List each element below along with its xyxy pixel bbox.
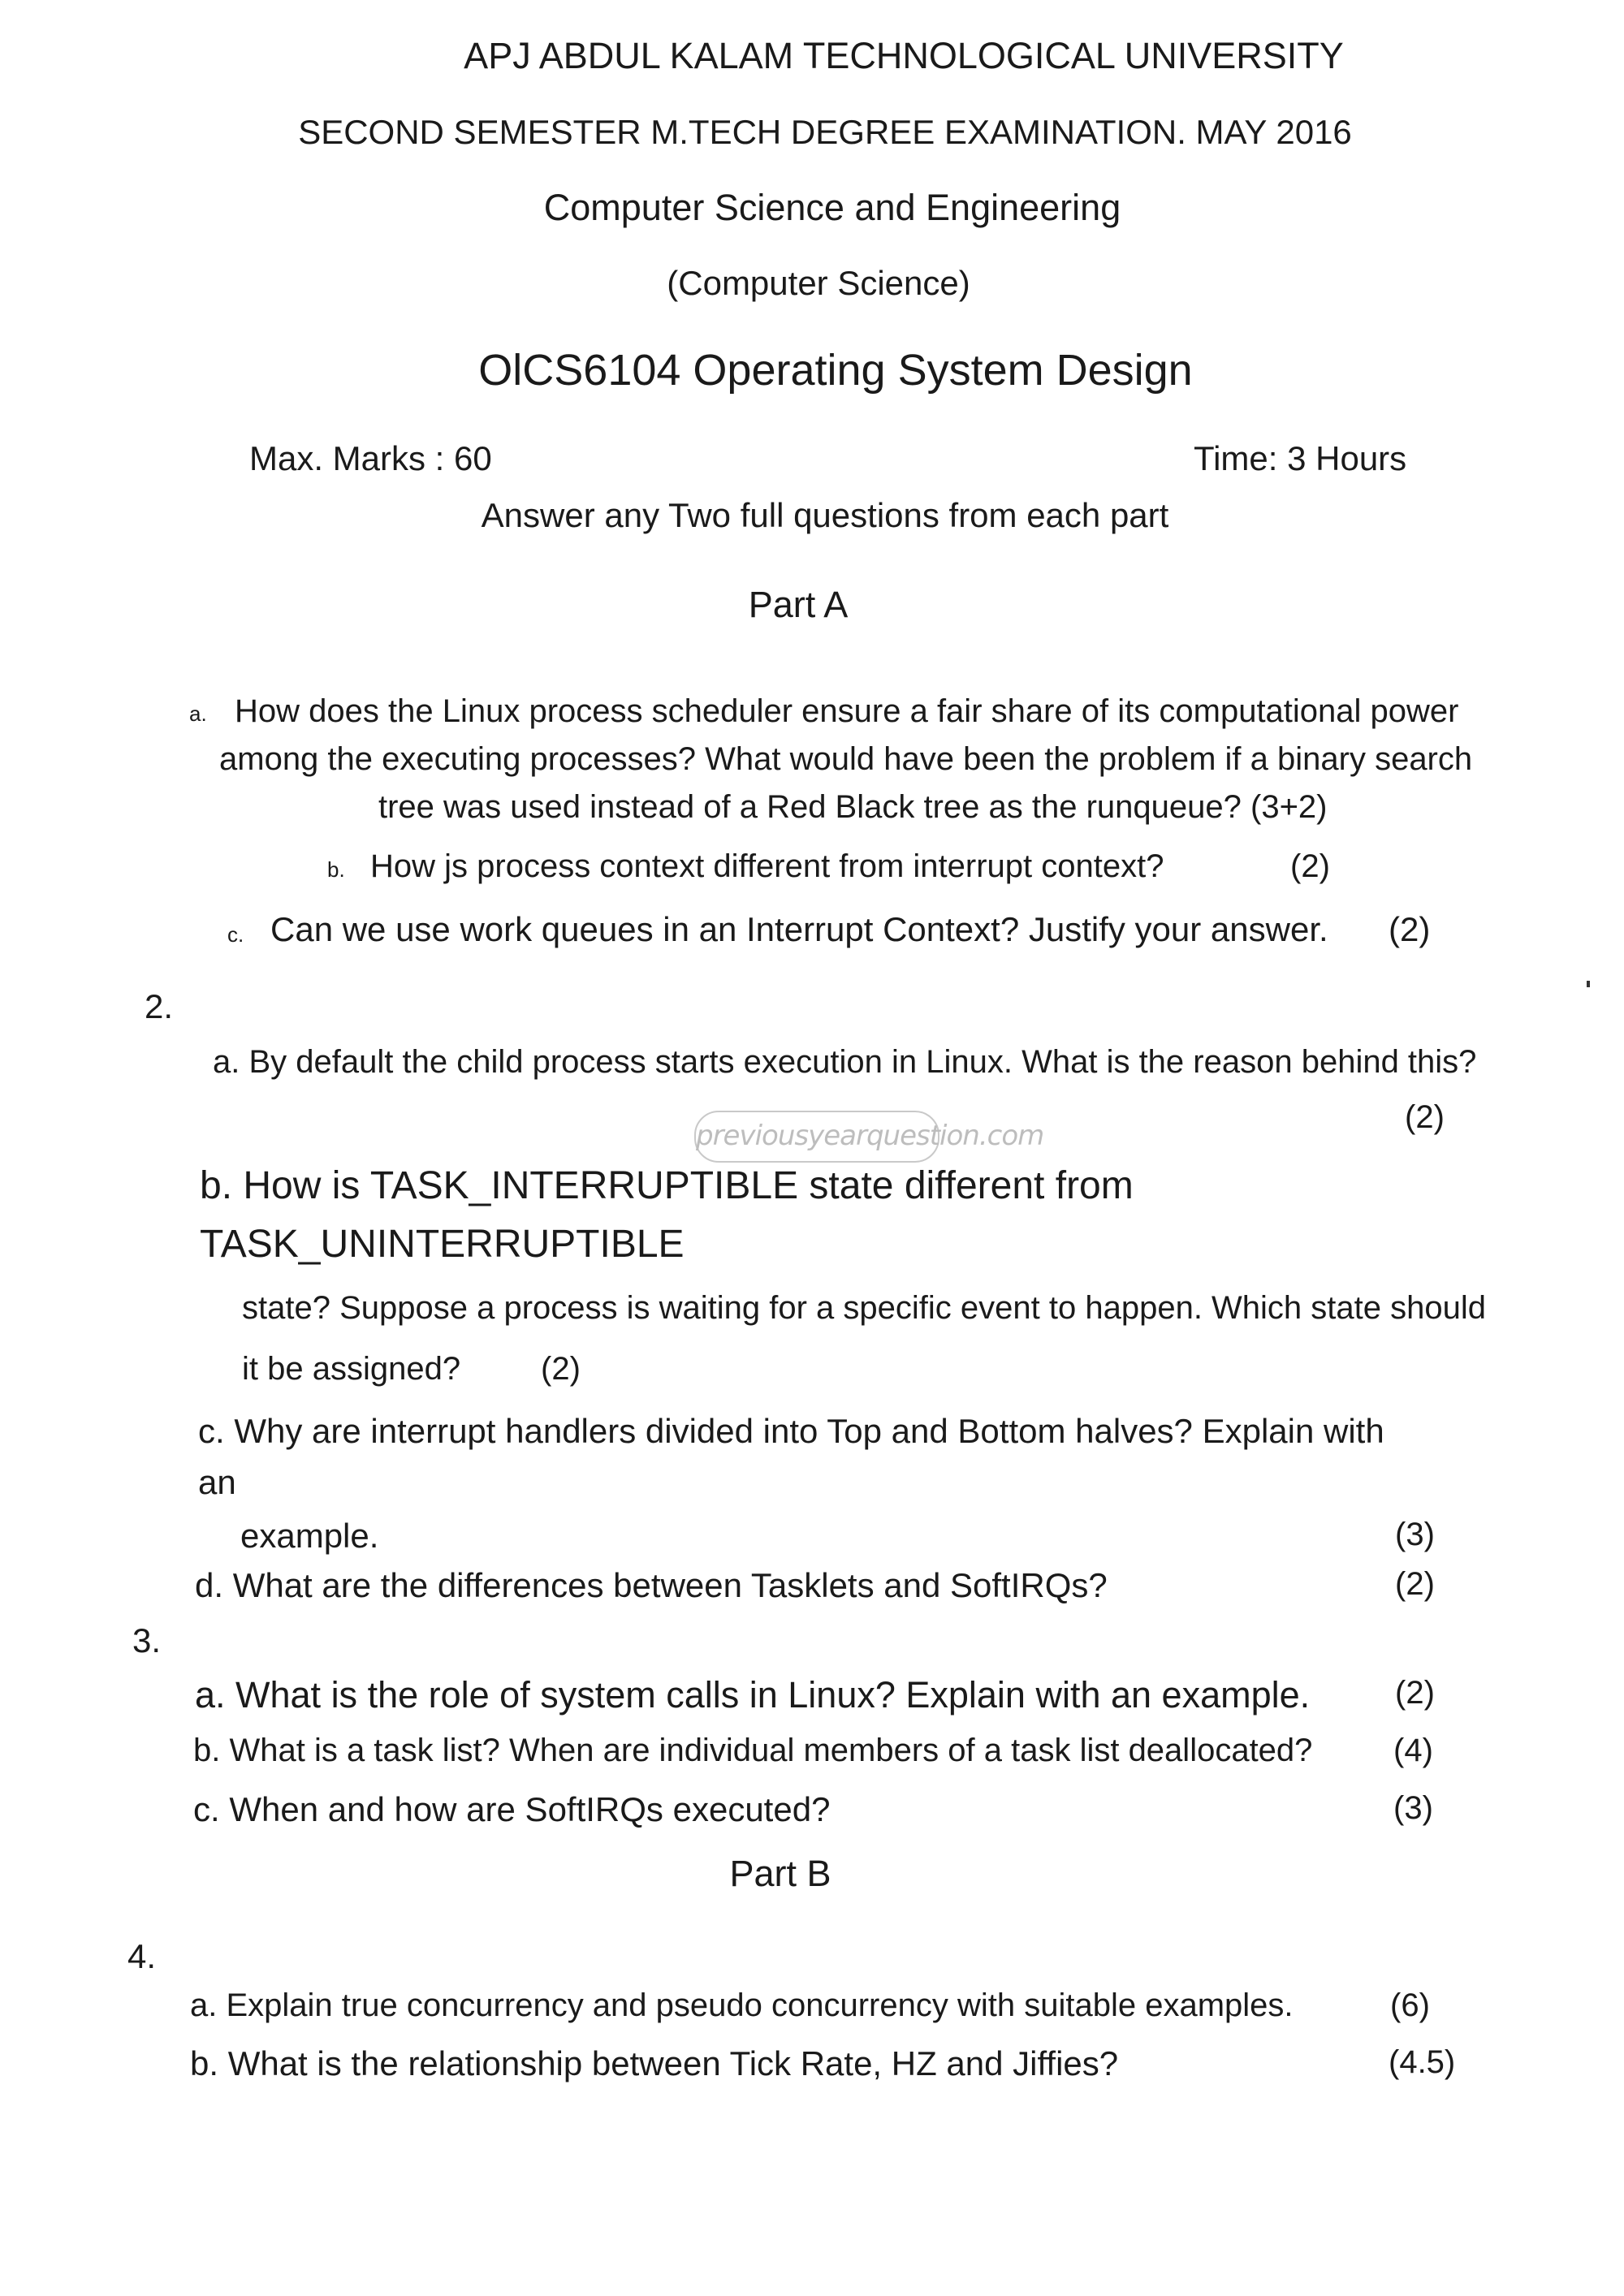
- q4b-marks: (4.5): [1389, 2044, 1456, 2080]
- q1b-text: How js process context different from interrupt context?: [370, 848, 1164, 884]
- watermark-logo: previousyearquestion.com: [694, 1111, 939, 1163]
- q2d-marks: (2): [1395, 1566, 1435, 1602]
- q1c-label: c.: [227, 922, 244, 947]
- q3-number: 3.: [132, 1621, 162, 1659]
- q4a-marks: (6): [1390, 1987, 1430, 2023]
- q1c-marks: (2): [1389, 910, 1431, 948]
- q3c-marks: (3): [1393, 1790, 1433, 1826]
- q4-number: 4.: [127, 1937, 157, 1975]
- exam-time: Time: 3 Hours: [1194, 439, 1407, 477]
- part-a-title: Part A: [748, 584, 849, 625]
- q4b-text: b. What is the relationship between Tick Rate, HZ and Jiffies?: [190, 2044, 1119, 2082]
- stream-title: (Computer Science): [667, 264, 970, 302]
- max-marks: Max. Marks : 60: [249, 439, 492, 477]
- q1a-line1: How does the Linux process scheduler ensure a fair share of its computational power: [235, 693, 1459, 729]
- q3b-text: b. What is a task list? When are individual members of a task list deallocated?: [193, 1733, 1313, 1768]
- q2c-line1: c. Why are interrupt handlers divided into Top and Bottom halves? Explain with: [198, 1412, 1384, 1450]
- q2b-line4: it be assigned?: [242, 1351, 461, 1387]
- stray-mark: [1587, 981, 1590, 987]
- course-title: OlCS6104 Operating System Design: [478, 346, 1193, 395]
- q2b-line2: TASK_UNINTERRUPTIBLE: [200, 1223, 685, 1266]
- q1a-label: a.: [189, 701, 207, 726]
- branch-title: Computer Science and Engineering: [543, 187, 1121, 228]
- q2a-text: a. By default the child process starts execution in Linux. What is the reason behind this?: [213, 1044, 1477, 1080]
- q1a-line2: among the executing processes? What would have been the problem if a binary search: [219, 741, 1473, 777]
- q1b-marks: (2): [1290, 848, 1330, 884]
- q2d-text: d. What are the differences between Tasklets and SoftIRQs?: [195, 1566, 1108, 1604]
- q1c-text: Can we use work queues in an Interrupt Context? Justify your answer.: [270, 910, 1328, 948]
- exam-title: SECOND SEMESTER M.TECH DEGREE EXAMINATION. MAY 2016: [298, 113, 1352, 151]
- q2b-line3: state? Suppose a process is waiting for a specific event to happen. Which state should: [242, 1290, 1486, 1326]
- q2c-line2: an: [198, 1463, 236, 1501]
- q2-number: 2.: [145, 987, 174, 1025]
- q2b-line1: b. How is TASK_INTERRUPTIBLE state different from: [200, 1164, 1134, 1207]
- q2a-marks: (2): [1405, 1099, 1445, 1135]
- q4a-text: a. Explain true concurrency and pseudo concurrency with suitable examples.: [190, 1987, 1294, 2023]
- q3a-text: a. What is the role of system calls in Linux? Explain with an example.: [195, 1674, 1311, 1716]
- q1a-line3: tree was used instead of a Red Black tree as the runqueue? (3+2): [378, 789, 1328, 825]
- q2c-line3: example.: [240, 1517, 379, 1555]
- part-b-title: Part B: [729, 1853, 831, 1894]
- q3a-marks: (2): [1395, 1675, 1435, 1711]
- q2c-marks: (3): [1395, 1517, 1435, 1552]
- q3c-text: c. When and how are SoftIRQs executed?: [193, 1790, 831, 1828]
- instruction: Answer any Two full questions from each part: [481, 496, 1169, 534]
- q3b-marks: (4): [1393, 1733, 1433, 1768]
- university-title: APJ ABDUL KALAM TECHNOLOGICAL UNIVERSITY: [464, 35, 1344, 76]
- q2b-marks: (2): [541, 1351, 581, 1387]
- q1b-label: b.: [327, 857, 345, 882]
